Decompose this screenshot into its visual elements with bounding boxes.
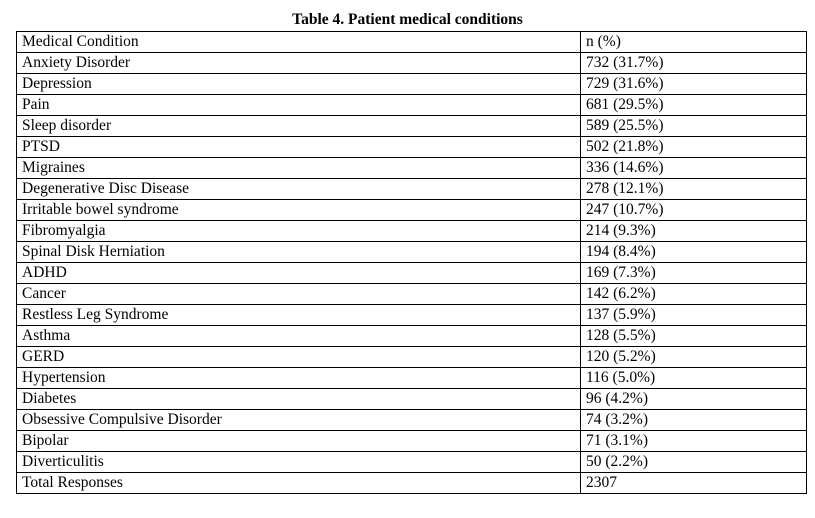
condition-cell: Pain [17, 95, 581, 116]
condition-cell: PTSD [17, 137, 581, 158]
condition-cell: Restless Leg Syndrome [17, 305, 581, 326]
condition-cell: Degenerative Disc Disease [17, 179, 581, 200]
condition-cell: Total Responses [17, 473, 581, 494]
count-cell: 50 (2.2%) [581, 452, 807, 473]
count-cell: 732 (31.7%) [581, 53, 807, 74]
table-row [17, 116, 807, 137]
count-cell: 120 (5.2%) [581, 347, 807, 368]
table-row [17, 242, 807, 263]
condition-cell: Fibromyalgia [17, 221, 581, 242]
count-cell: 128 (5.5%) [581, 326, 807, 347]
table-header-row [17, 32, 807, 53]
condition-cell: Obsessive Compulsive Disorder [17, 410, 581, 431]
count-cell: 681 (29.5%) [581, 95, 807, 116]
condition-cell: Hypertension [17, 368, 581, 389]
count-cell: 278 (12.1%) [581, 179, 807, 200]
table-row [17, 368, 807, 389]
condition-cell: Cancer [17, 284, 581, 305]
table-row [17, 389, 807, 410]
condition-cell: Asthma [17, 326, 581, 347]
table-row [17, 53, 807, 74]
table-row [17, 200, 807, 221]
medical-conditions-table [16, 31, 807, 494]
table-row [17, 95, 807, 116]
table-row [17, 305, 807, 326]
condition-cell: Diabetes [17, 389, 581, 410]
table-row [17, 452, 807, 473]
header-medical-condition: Medical Condition [17, 32, 581, 53]
header-n-percent: n (%) [581, 32, 807, 53]
table-row [17, 410, 807, 431]
table-row [17, 263, 807, 284]
table-row [17, 326, 807, 347]
table-row [17, 473, 807, 494]
condition-cell: ADHD [17, 263, 581, 284]
count-cell: 142 (6.2%) [581, 284, 807, 305]
table-body [17, 32, 807, 494]
condition-cell: Irritable bowel syndrome [17, 200, 581, 221]
table-row [17, 284, 807, 305]
table-row [17, 347, 807, 368]
count-cell: 247 (10.7%) [581, 200, 807, 221]
table-row [17, 179, 807, 200]
table-row [17, 431, 807, 452]
count-cell: 729 (31.6%) [581, 74, 807, 95]
count-cell: 194 (8.4%) [581, 242, 807, 263]
table-row [17, 137, 807, 158]
table-row [17, 74, 807, 95]
count-cell: 137 (5.9%) [581, 305, 807, 326]
table-caption: Table 4. Patient medical conditions [292, 11, 523, 28]
condition-cell: Spinal Disk Herniation [17, 242, 581, 263]
condition-cell: Migraines [17, 158, 581, 179]
count-cell: 116 (5.0%) [581, 368, 807, 389]
condition-cell: Diverticulitis [17, 452, 581, 473]
count-cell: 96 (4.2%) [581, 389, 807, 410]
count-cell: 71 (3.1%) [581, 431, 807, 452]
condition-cell: Bipolar [17, 431, 581, 452]
count-cell: 589 (25.5%) [581, 116, 807, 137]
table-row [17, 221, 807, 242]
count-cell: 214 (9.3%) [581, 221, 807, 242]
condition-cell: GERD [17, 347, 581, 368]
count-cell: 74 (3.2%) [581, 410, 807, 431]
condition-cell: Anxiety Disorder [17, 53, 581, 74]
count-cell: 169 (7.3%) [581, 263, 807, 284]
count-cell: 336 (14.6%) [581, 158, 807, 179]
count-cell: 502 (21.8%) [581, 137, 807, 158]
table-row [17, 158, 807, 179]
count-cell: 2307 [581, 473, 807, 494]
condition-cell: Sleep disorder [17, 116, 581, 137]
condition-cell: Depression [17, 74, 581, 95]
